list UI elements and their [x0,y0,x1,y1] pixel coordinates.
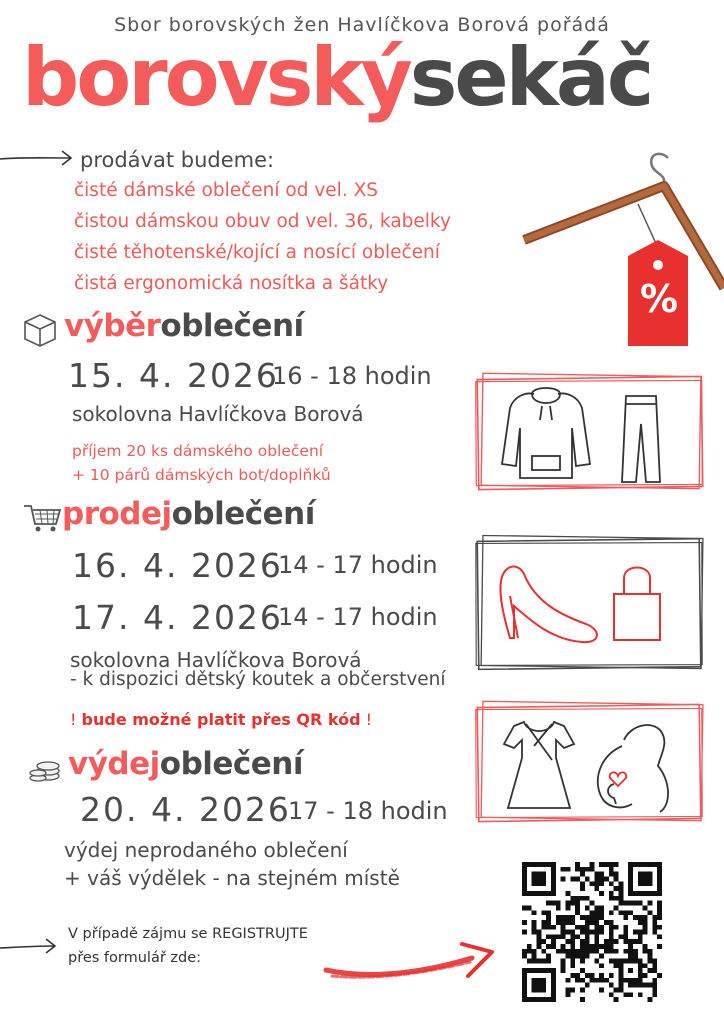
selection-place: sokolovna Havlíčkova Borová [72,402,364,426]
sale-date-1: 16. 4. 2026 [72,546,283,585]
box-icon [22,312,58,348]
dress-maternity-frame [474,700,708,826]
selection-note-1: příjem 20 ks dámského oblečení [72,442,324,460]
pregnant-icon [598,725,668,812]
hanger-icon [520,148,724,350]
pickup-line-1: výdej neprodaného oblečení [64,838,348,862]
pickup-date: 20. 4. 2026 [80,790,291,829]
sale-hours-2: 14 - 17 hodin [278,603,438,631]
pickup-line-2: + váš výdělek - na stejném místě [64,866,400,890]
sale-place: sokolovna Havlíčkova Borová [70,648,362,672]
shopping-bag-icon [614,568,660,641]
dress-icon [504,722,574,808]
section-heading-pickup: výdejoblečení [68,746,304,782]
section-heading-sale: prodejoblečení [62,496,315,532]
sale-extra: - k dispozici dětský koutek a občerstvení [70,669,446,690]
title-part-sekac: sekáč [409,31,652,124]
price-tag-label: % [639,277,679,321]
list-item: čisté těhotenské/kojící a nosící oblečení [74,242,440,263]
section-heading-selection: výběroblečení [64,308,304,344]
hoodie-icon [502,388,590,478]
registration-line-2: přes formulář zde: [68,950,202,966]
list-item: čistou dámskou obuv od vel. 36, kabelky [74,211,451,232]
shopping-cart-icon [22,500,62,534]
arrow-icon [0,148,78,170]
selection-date: 15. 4. 2026 [68,356,279,395]
organizer-line: Sbor borovských žen Havlíčkova Borová pořádá [114,14,610,36]
sale-intro: prodávat budeme: [80,148,275,172]
qr-code[interactable] [522,862,662,1002]
red-arrow-icon [322,936,498,992]
qr-payment-note: ! bude možné platit přes QR kód ! [70,710,373,729]
selection-note-2: + 10 párů dámských bot/doplňků [72,466,331,484]
shoes-bag-frame [474,534,708,674]
selection-hours: 16 - 18 hodin [272,362,432,390]
list-item: čisté dámské oblečení od vel. XS [74,180,378,201]
registration-line-1: V případě zájmu se REGISTRUJTE [68,926,308,942]
arrow-icon [0,934,62,958]
pants-icon [622,396,660,482]
title-part-borovsky: borovský [22,31,410,124]
page-title [22,31,652,124]
clothing-frame [474,372,708,494]
sale-date-2: 17. 4. 2026 [72,598,283,637]
sale-items-list [74,180,451,304]
coins-icon [28,752,62,782]
sale-hours-1: 14 - 17 hodin [278,551,438,579]
pickup-hours: 17 - 18 hodin [288,797,448,825]
high-heel-icon [500,567,596,643]
list-item: čistá ergonomická nosítka a šátky [74,273,389,294]
